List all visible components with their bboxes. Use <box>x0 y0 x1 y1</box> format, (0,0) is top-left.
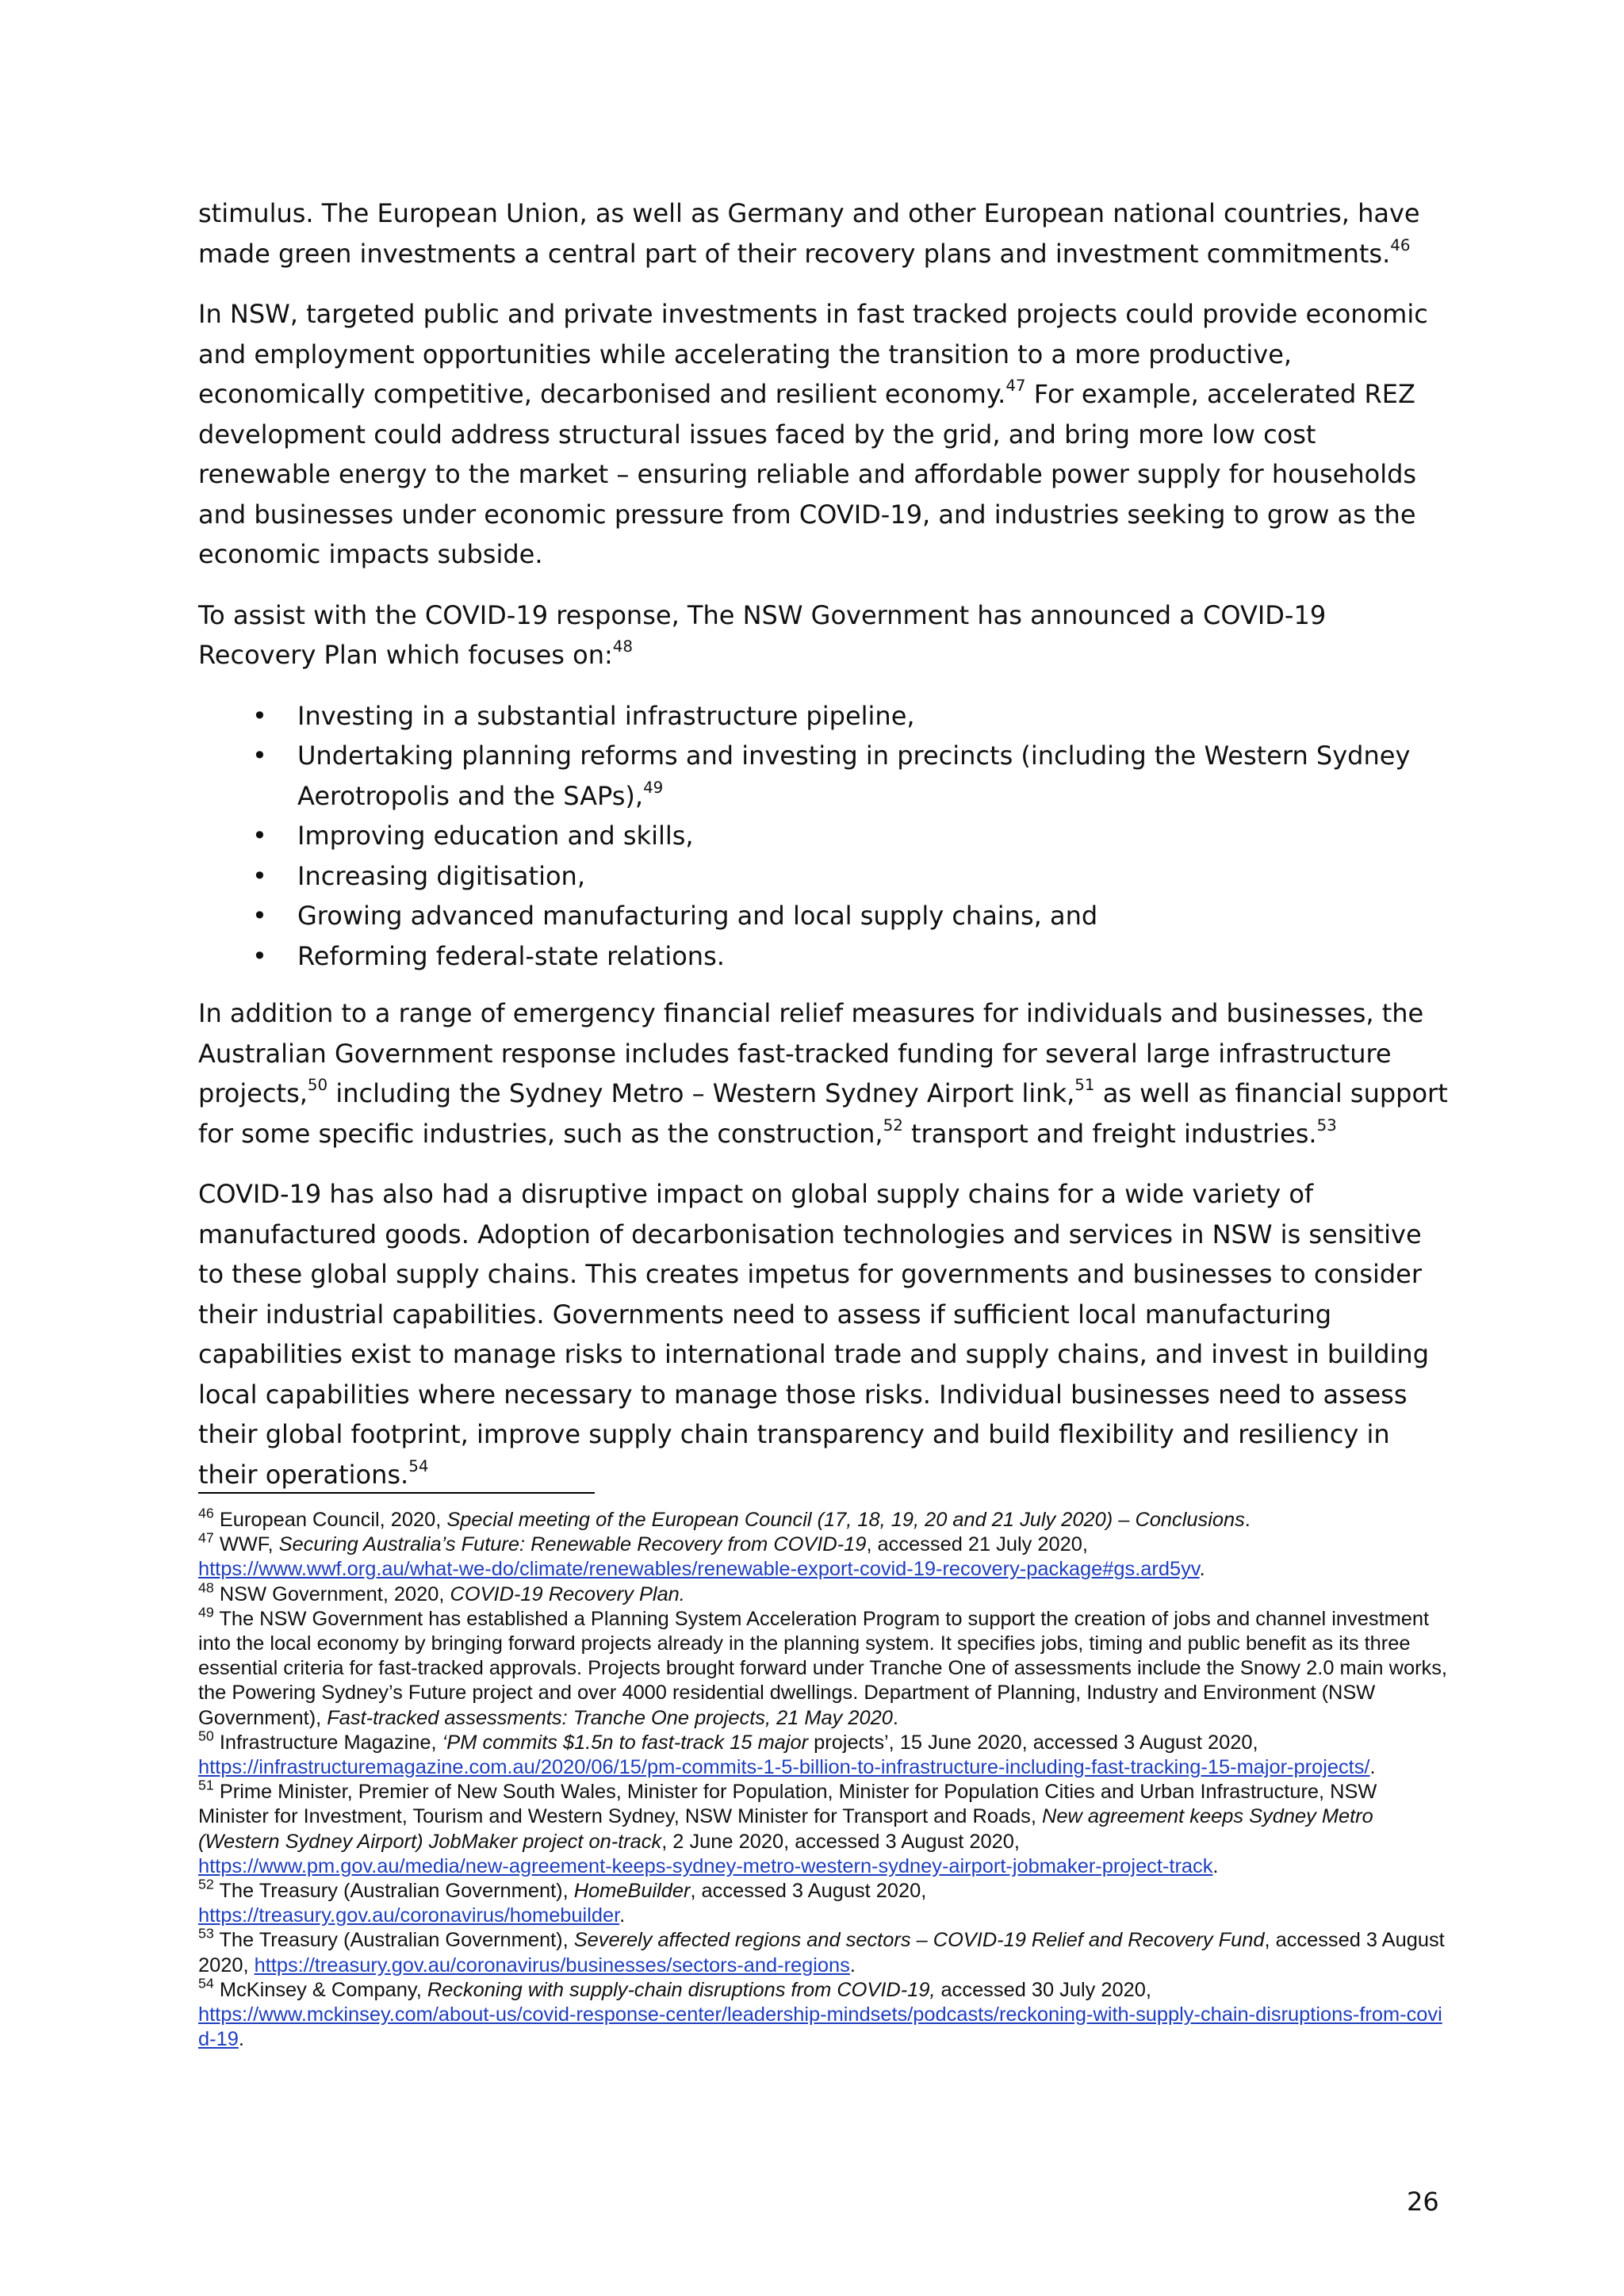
footnote-ref-51[interactable]: 51 <box>1074 1076 1095 1095</box>
footnote-51: $^{51}$ Prime Minister, Premier of New South Wales, Minister for Population, Minister for Population Cities and Urban Infrastructure, NSW Minister for Investment, Tourism and Western Sydney, NSW Minister for Transport and Roads, New agreement keeps Sydney Metro (Western Sydney Airport) JobMaker project on-track, 2 June 2020, accessed 3 August 2020, https://www.pm.gov.au/media/new-agreement-keeps-sydney-metro-western-sydney-airport-jobmaker-project-track. <box>198 1777 1377 1877</box>
footnotes <box>198 1505 1451 2052</box>
footnote-54: $^{54}$ McKinsey & Company, Reckoning with supply-chain disruptions from COVID-19, accessed 30 July 2020, https://www.mckinsey.com/about-us/covid-response-center/leadership-mindsets/podcasts/reckoning-with-supply-chain-disruptions-from-covid-19. <box>198 1975 1442 2051</box>
footnote-ref-47[interactable]: 47 <box>1005 377 1026 396</box>
footnote-ref-48[interactable]: 48 <box>612 637 633 656</box>
footnote-51-link[interactable]: https://www.pm.gov.au/media/new-agreement-keeps-sydney-metro-western-sydney-airport-jobmaker-project-track <box>198 1854 1213 1877</box>
list-item: • Undertaking planning reforms and investing in precincts (including the Western Sydney Aerotropolis and the SAPs),$^{49}$ <box>198 736 1451 816</box>
footnote-52: $^{52}$ The Treasury (Australian Government), HomeBuilder, accessed 3 August 2020, https://treasury.gov.au/coronavirus/homebuilder. <box>198 1876 927 1927</box>
main-text <box>198 193 1451 1515</box>
footnote-49: $^{49}$ The NSW Government has established a Planning System Acceleration Program to support the creation of jobs and channel investment into the local economy by bringing forward projects already in the planning system. It specifies jobs, timing and public benefit as its three essential criteria for fast-tracked approvals. Projects brought forward under Tranche One of assessments include the Snowy 2.0 main works, the Powering Sydney’s Future project and over 4000 residential dwellings. Department of Planning, Industry and Environment (NSW Government), Fast-tracked assessments: Tranche One projects, 21 May 2020. <box>198 1604 1447 1729</box>
footnote-separator <box>198 1492 595 1494</box>
paragraph-2: In NSW, targeted public and private investments in fast tracked projects could provide economic and employment opportunities while accelerating the transition to a more productive, economically competitive, decarbonised and resilient economy.$^{47}$ For example, accelerated REZ development could address structural issues faced by the grid, and bring more low cost renewable energy to the market – ensuring reliable and affordable power supply for households and businesses under economic pressure from COVID-19, and industries seeking to grow as the economic impacts subside. <box>198 299 1428 569</box>
footnote-53-link[interactable]: https://treasury.gov.au/coronavirus/businesses/sectors-and-regions <box>254 1954 850 1976</box>
footnote-ref-52[interactable]: 52 <box>883 1115 903 1135</box>
list-item: • Improving education and skills, <box>198 816 1451 856</box>
list-item: • Reforming federal-state relations. <box>198 936 1451 977</box>
footnote-ref-54[interactable]: 54 <box>408 1456 429 1475</box>
bullet-icon: • <box>252 860 267 891</box>
footnote-48: $^{48}$ NSW Government, 2020, COVID-19 Recovery Plan. <box>198 1578 685 1605</box>
footnote-47: $^{47}$ WWF, Securing Australia’s Future: Renewable Recovery from COVID-19, accessed 21 July 2020, https://www.wwf.org.au/what-we-do/climate/renewables/renewable-export-covid-19-recovery-package#gs.ard5yv. <box>198 1529 1205 1581</box>
recovery-plan-list <box>198 696 1451 977</box>
bullet-icon: • <box>252 821 267 851</box>
paragraph-4: In addition to a range of emergency financial relief measures for individuals and businesses, the Australian Government response includes fast-tracked funding for several large infrastructure projects,$^{50}$ including the Sydney Metro – Western Sydney Airport link,$^{51}$ as well as financial support for some specific industries, such as the construction,$^{52}$ transport and freight industries.$^{53}$ <box>198 998 1448 1149</box>
list-item: • Increasing digitisation, <box>198 856 1451 897</box>
list-item: • Investing in a substantial infrastructure pipeline, <box>198 696 1451 737</box>
footnote-52-link[interactable]: https://treasury.gov.au/coronavirus/homebuilder <box>198 1904 620 1927</box>
bullet-icon: • <box>252 700 267 731</box>
footnote-47-link[interactable]: https://www.wwf.org.au/what-we-do/climate/renewables/renewable-export-covid-19-recovery-package#gs.ard5yv <box>198 1558 1200 1581</box>
footnote-50-link[interactable]: https://infrastructuremagazine.com.au/2020/06/15/pm-commits-1-5-billion-to-infrastructure-including-fast-tracking-15-major-projects/ <box>198 1756 1370 1779</box>
footnote-ref-53[interactable]: 53 <box>1316 1115 1337 1135</box>
footnote-ref-49[interactable]: 49 <box>643 778 664 797</box>
bullet-icon: • <box>252 940 267 971</box>
bullet-icon: • <box>252 901 267 931</box>
footnote-ref-46[interactable]: 46 <box>1390 235 1411 254</box>
page-number: 26 <box>1407 2187 1439 2217</box>
paragraph-3: To assist with the COVID-19 response, The NSW Government has announced a COVID-19 Recovery Plan which focuses on:$^{48}$ <box>198 599 1327 670</box>
footnote-54-link[interactable]: https://www.mckinsey.com/about-us/covid-response-center/leadership-mindsets/podcasts/reckoning-with-supply-chain-disruptions-from-covid-19 <box>198 2003 1442 2051</box>
list-item: • Growing advanced manufacturing and local supply chains, and <box>198 896 1451 936</box>
paragraph-1: stimulus. The European Union, as well as Germany and other European national countries, have made green investments a central part of their recovery plans and investment commitments.$^{46}$ <box>198 198 1420 269</box>
bullet-icon: • <box>252 740 267 771</box>
footnote-53: $^{53}$ The Treasury (Australian Government), Severely affected regions and sectors – COVID-19 Relief and Recovery Fund, accessed 3 August 2020, https://treasury.gov.au/coronavirus/businesses/sectors-and-regions. <box>198 1925 1445 1976</box>
footnote-46: $^{46}$ European Council, 2020, Special meeting of the European Council (17, 18, 19, 20 and 21 July 2020) – Conclusions. <box>198 1505 1251 1531</box>
paragraph-5: COVID-19 has also had a disruptive impact on global supply chains for a wide variety of manufactured goods. Adoption of decarbonisation technologies and services in NSW is sensitive to these global supply chains. This creates impetus for governments and businesses to consider their industrial capabilities. Governments need to assess if sufficient local manufacturing capabilities exist to manage risks to international trade and supply chains, and invest in building local capabilities where necessary to manage those risks. Individual businesses need to assess their global footprint, improve supply chain transparency and build flexibility and resiliency in their operations.$^{54}$ <box>198 1179 1429 1490</box>
footnote-ref-50[interactable]: 50 <box>307 1076 328 1095</box>
footnote-50: $^{50}$ Infrastructure Magazine, ‘PM commits $1.5n to fast-track 15 major projects’, 15 June 2020, accessed 3 August 2020, https://infrastructuremagazine.com.au/2020/06/15/pm-commits-1-5-billion-to-infrastructure-including-fast-tracking-15-major-projects/. <box>198 1728 1376 1779</box>
